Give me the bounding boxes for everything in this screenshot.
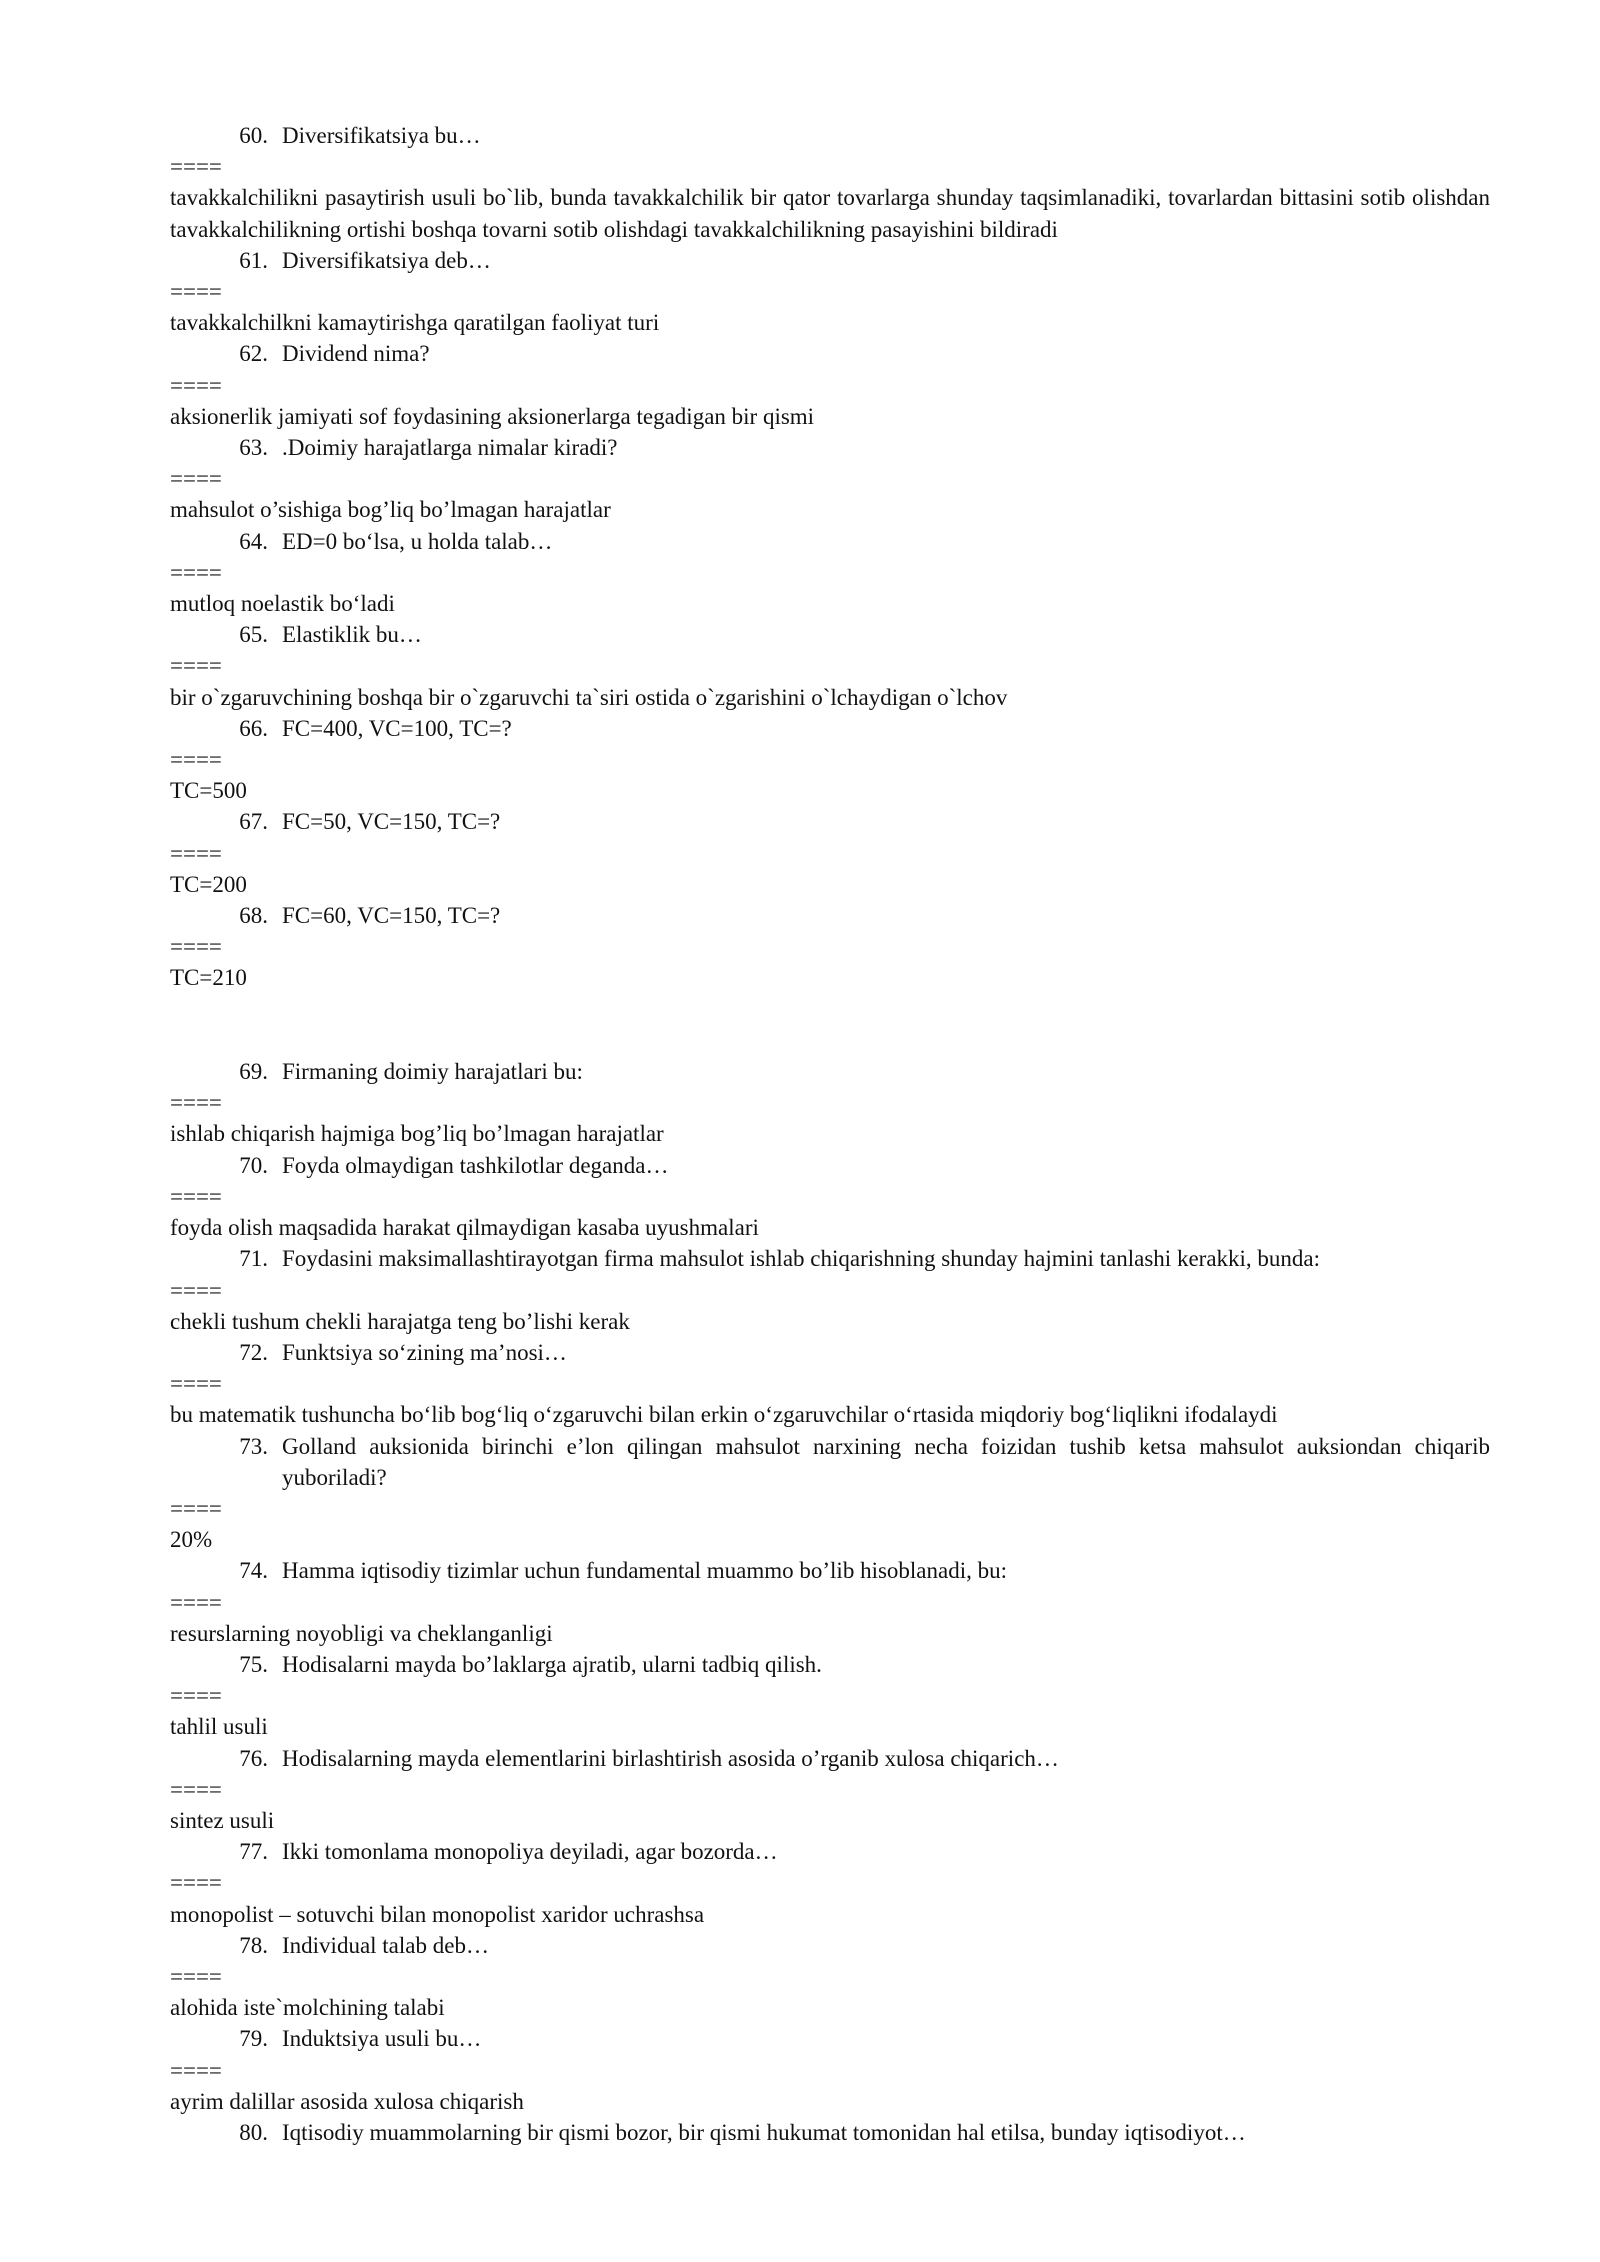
answer-text: monopolist – sotuvchi bilan monopolist xaridor uchrashsa [170, 1901, 705, 1927]
question-text: Golland auksionida birinchi e’lon qilingan mahsulot narxining necha foizidan tushib ketsa mahsulot auksiondan chiqarib yuboriladi? [282, 1433, 1490, 1490]
question-number: 61. [239, 247, 268, 273]
answer-text: tavakkalchilkni kamaytirishga qaratilgan faoliyat turi [170, 310, 660, 336]
answer-separator: ==== [170, 934, 222, 960]
answer-separator: ==== [170, 372, 222, 398]
question-number: 62. [239, 341, 268, 367]
answer-text: bir o`zgaruvchining boshqa bir o`zgaruvchi ta`siri ostida o`zgarishini o`lchaydigan o`lchov [170, 684, 1008, 710]
answer-separator: ==== [170, 747, 222, 773]
question-item [170, 526, 1490, 557]
question-text: Elastiklik bu… [282, 622, 422, 648]
answer-separator: ==== [170, 279, 222, 305]
question-item [170, 1243, 1490, 1274]
answer-separator: ==== [170, 1683, 222, 1709]
question-number: 72. [239, 1339, 268, 1365]
answer-text: mahsulot o’sishiga bog’liq bo’lmagan harajatlar [170, 497, 611, 523]
answer-separator: ==== [170, 1963, 222, 1989]
question-number: 70. [239, 1152, 268, 1178]
question-item [170, 432, 1490, 463]
question-text: FC=60, VC=150, TC=? [282, 903, 501, 929]
answer-text: bu matematik tushuncha bo‘lib bog‘liq o‘zgaruvchi bilan erkin o‘zgaruvchilar o‘rtasida miqdoriy bog‘liqlikni ifodalaydi [170, 1402, 1278, 1428]
question-number: 76. [239, 1745, 268, 1771]
answer-text: foyda olish maqsadida harakat qilmaydigan kasaba uyushmalari [170, 1215, 759, 1241]
answer-text: chekli tushum chekli harajatga teng bo’lishi kerak [170, 1308, 630, 1334]
answer-separator: ==== [170, 840, 222, 866]
question-number: 79. [239, 2026, 268, 2052]
question-text: Foyda olmaydigan tashkilotlar deganda… [282, 1152, 669, 1178]
question-item [170, 1930, 1490, 1961]
question-text: FC=400, VC=100, TC=? [282, 715, 512, 741]
question-item [170, 120, 1490, 151]
question-item [170, 713, 1490, 744]
question-text: Hodisalarning mayda elementlarini birlashtirish asosida o’rganib xulosa chiqarich… [282, 1745, 1059, 1771]
question-number: 65. [239, 622, 268, 648]
document-body [170, 120, 1490, 2148]
answer-text: tavakkalchilikni pasaytirish usuli bo`lib, bunda tavakkalchilik bir qator tovarlarga shunday taqsimlanadiki, tovarlardan bittasini sotib olishdan tavakkalchilikning ortishi boshqa tovarni sotib olishdagi tavakkalchilikning pasayishini bildiradi [170, 185, 1490, 242]
answer-text: 20% [170, 1527, 213, 1553]
question-text: Hamma iqtisodiy tizimlar uchun fundamental muammo bo’lib hisoblanadi, bu: [282, 1558, 1008, 1584]
answer-text: ishlab chiqarish hajmiga bog’liq bo’lmagan harajatlar [170, 1121, 664, 1147]
answer-separator: ==== [170, 1870, 222, 1896]
question-number: 77. [239, 1839, 268, 1865]
question-item [170, 338, 1490, 369]
question-text: Dividend nima? [282, 341, 430, 367]
question-number: 63. [239, 435, 268, 461]
answer-text: aksionerlik jamiyati sof foydasining aksionerlarga tegadigan bir qismi [170, 403, 815, 429]
answer-text: tahlil usuli [170, 1714, 268, 1740]
answer-text: sintez usuli [170, 1807, 275, 1833]
question-item [170, 1836, 1490, 1867]
answer-text: TC=210 [170, 965, 247, 991]
answer-separator: ==== [170, 653, 222, 679]
answer-text: TC=500 [170, 778, 247, 804]
question-item [170, 619, 1490, 650]
answer-text: mutloq noelastik bo‘ladi [170, 591, 395, 617]
blank-gap [170, 994, 1490, 1056]
question-text: Firmaning doimiy harajatlari bu: [282, 1059, 583, 1085]
answer-separator: ==== [170, 1589, 222, 1615]
question-item [170, 1555, 1490, 1586]
question-item [170, 1150, 1490, 1181]
answer-text: ayrim dalillar asosida xulosa chiqarish [170, 2088, 524, 2114]
question-item [170, 2023, 1490, 2054]
question-number: 69. [239, 1059, 268, 1085]
question-item [170, 245, 1490, 276]
question-number: 67. [239, 809, 268, 835]
answer-separator: ==== [170, 1183, 222, 1209]
question-text: FC=50, VC=150, TC=? [282, 809, 501, 835]
answer-text: alohida iste`molchining talabi [170, 1995, 445, 2021]
answer-separator: ==== [170, 466, 222, 492]
question-number: 73. [239, 1433, 268, 1459]
question-text: Induktsiya usuli bu… [282, 2026, 482, 2052]
question-text: Individual talab deb… [282, 1932, 489, 1958]
answer-separator: ==== [170, 1371, 222, 1397]
question-item [170, 900, 1490, 931]
question-number: 60. [239, 123, 268, 148]
answer-text: resurslarning noyobligi va cheklanganligi [170, 1620, 553, 1646]
question-item [170, 1431, 1490, 1493]
question-number: 64. [239, 528, 268, 554]
question-text: Iqtisodiy muammolarning bir qismi bozor, bir qismi hukumat tomonidan hal etilsa, bunday iqtisodiyot… [282, 2119, 1246, 2145]
question-item [170, 1649, 1490, 1680]
answer-separator: ==== [170, 1495, 222, 1521]
question-text: Ikki tomonlama monopoliya deyiladi, agar bozorda… [282, 1839, 778, 1865]
question-number: 80. [239, 2119, 268, 2145]
answer-separator: ==== [170, 2057, 222, 2083]
question-text: ED=0 bo‘lsa, u holda talab… [282, 528, 553, 554]
answer-separator: ==== [170, 1090, 222, 1116]
question-item [170, 2117, 1490, 2148]
question-text: Funktsiya so‘zining ma’nosi… [282, 1339, 567, 1365]
answer-separator: ==== [170, 154, 222, 180]
question-item [170, 806, 1490, 837]
question-text: Hodisalarni mayda bo’laklarga ajratib, ularni tadbiq qilish. [282, 1651, 822, 1677]
question-item [170, 1743, 1490, 1774]
question-number: 71. [239, 1246, 268, 1272]
answer-separator: ==== [170, 559, 222, 585]
question-text: Foydasini maksimallashtirayotgan firma mahsulot ishlab chiqarishning shunday hajmini tanlashi kerakki, bunda: [282, 1246, 1321, 1272]
question-number: 66. [239, 715, 268, 741]
question-item [170, 1056, 1490, 1087]
question-number: 78. [239, 1932, 268, 1958]
answer-separator: ==== [170, 1776, 222, 1802]
question-text: .Doimiy harajatlarga nimalar kiradi? [282, 435, 618, 461]
question-number: 75. [239, 1651, 268, 1677]
question-number: 68. [239, 903, 268, 929]
question-text: Diversifikatsiya deb… [282, 247, 491, 273]
answer-separator: ==== [170, 1277, 222, 1303]
question-number: 74. [239, 1558, 268, 1584]
question-text: Diversifikatsiya bu… [282, 123, 481, 148]
answer-text: TC=200 [170, 871, 247, 897]
question-item [170, 1337, 1490, 1368]
